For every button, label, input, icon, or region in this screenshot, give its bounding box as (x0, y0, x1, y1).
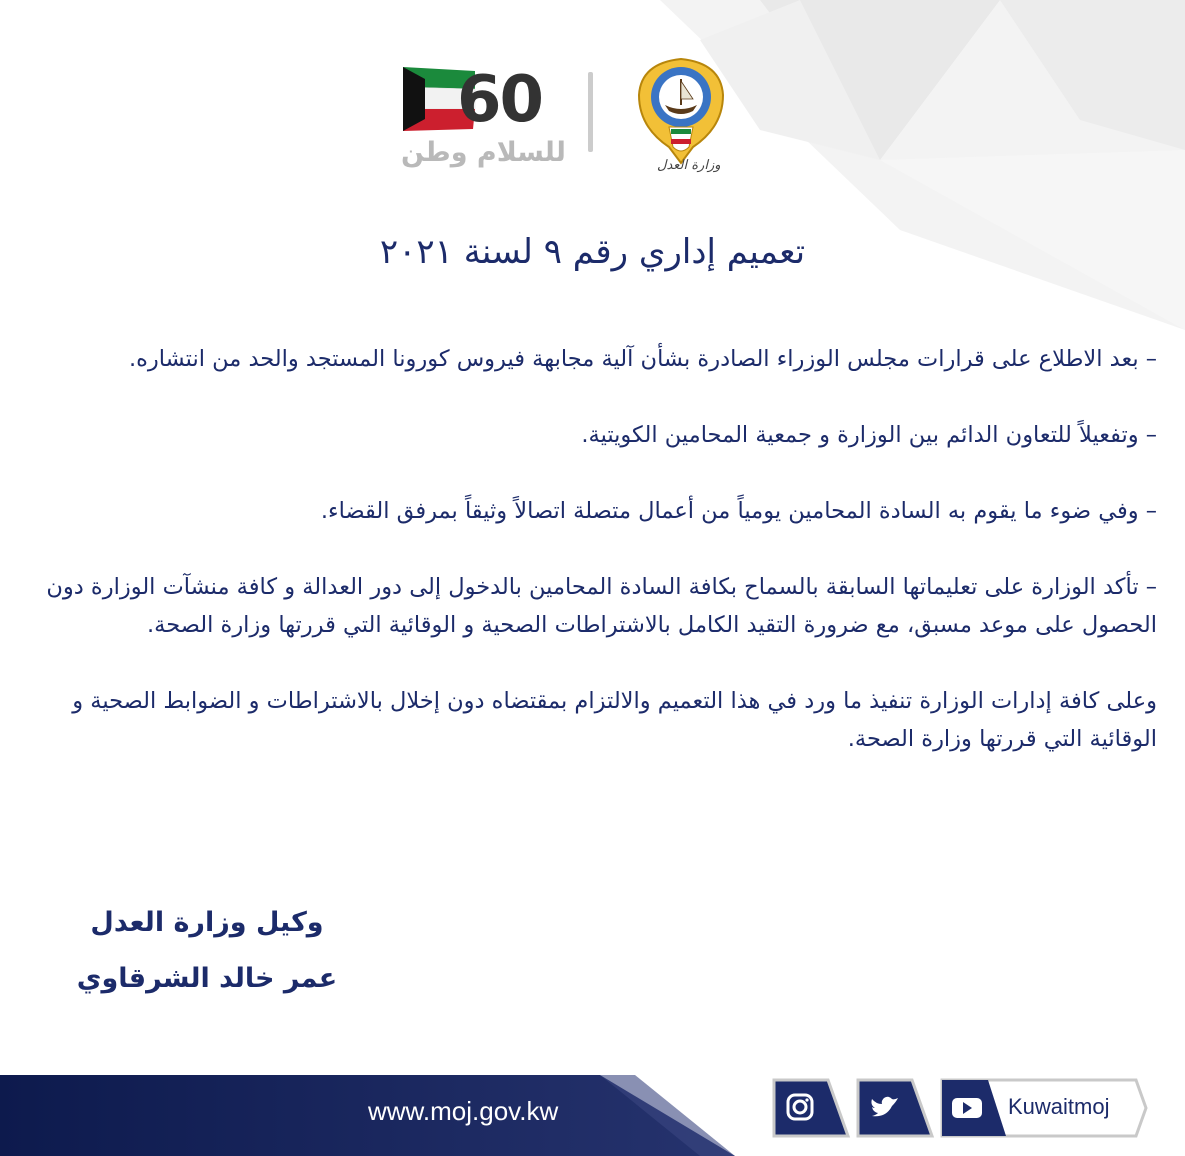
social-handle[interactable]: Kuwaitmoj (1008, 1094, 1110, 1119)
paragraph: – وتفعيلاً للتعاون الدائم بين الوزارة و جمعية المحامين الكويتية. (581, 422, 1157, 448)
anniversary-number: 60 (457, 63, 543, 137)
emblem-caption: وزارة العدل (657, 158, 721, 173)
twitter-button[interactable] (852, 1078, 937, 1138)
youtube-icon (952, 1098, 982, 1118)
header (395, 55, 745, 185)
website-link[interactable]: www.moj.gov.kw (368, 1096, 559, 1126)
paragraph: – بعد الاطلاع على قرارات مجلس الوزراء الصادرة بشأن آلية مجابهة فيروس كورونا المستجد والحد من انتشاره. (128, 346, 1157, 372)
anniversary-badge (395, 55, 566, 180)
document-title (0, 232, 1185, 272)
header-divider (588, 72, 593, 152)
paragraph: – تأكد الوزارة على تعليماتها السابقة بالسماح بكافة السادة المحامين بالدخول إلى دور العدالة و كافة منشآت الوزارة دون الحصول على موعد مسبق، مع ضرورة التقيد الكامل بالاشتراطات الصحية و الوقائية التي قررتها وزارة الصحة. (46, 574, 1157, 638)
document-body (27, 340, 1157, 796)
document-title-text: تعميم إداري رقم ٩ لسنة ٢٠٢١ (379, 232, 806, 272)
signature-block (62, 895, 352, 1007)
paragraph: – وفي ضوء ما يقوم به السادة المحامين يومياً من أعمال متصلة اتصالاً وثيقاً بمرفق القضاء. (320, 498, 1157, 524)
paragraph: وعلى كافة إدارات الوزارة تنفيذ ما ورد في هذا التعميم والالتزام بمقتضاه دون إخلال بالاشتراطات و الضوابط الصحية و الوقائية التي قررتها وزارة الصحة. (72, 688, 1157, 752)
instagram-button[interactable] (768, 1078, 853, 1138)
signatory-position: وكيل وزارة العدل (90, 907, 324, 938)
signatory-name: عمر خالد الشرقاوي (76, 963, 338, 994)
anniversary-slogan: للسلام وطن (401, 137, 566, 168)
